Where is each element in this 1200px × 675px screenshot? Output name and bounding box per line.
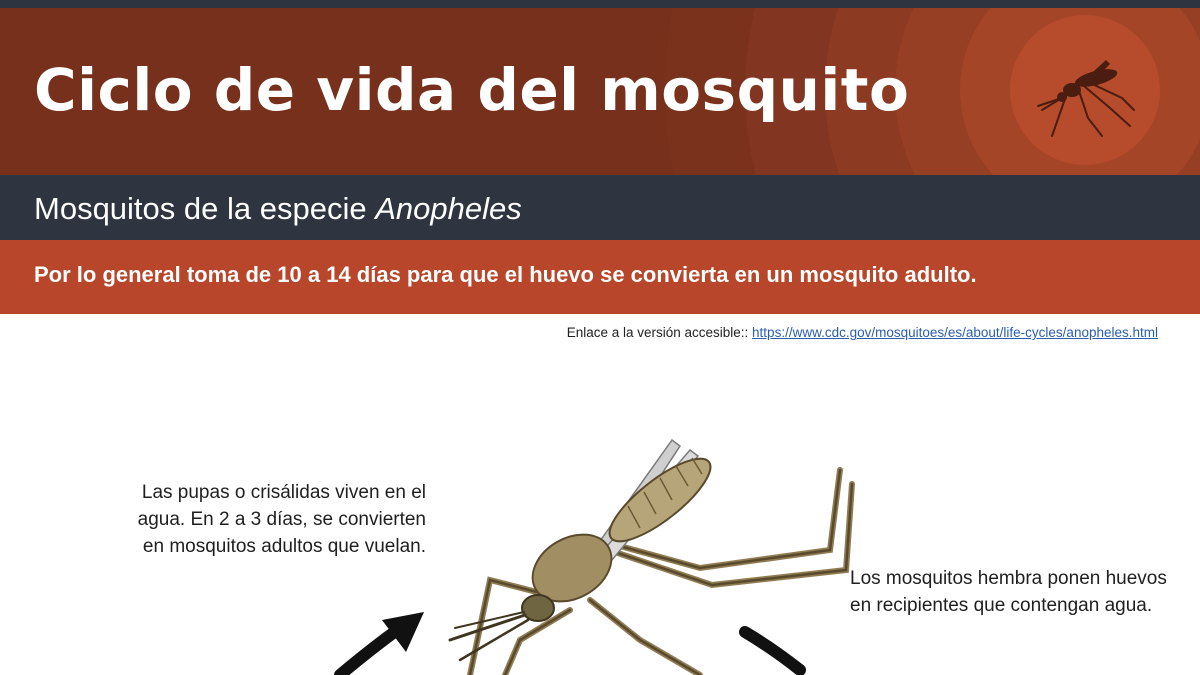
summary-band [0, 240, 1200, 314]
subtitle-prefix: Mosquitos de la especie [34, 191, 376, 226]
page-title: Ciclo de vida del mosquito [34, 56, 910, 124]
accessible-version-label: Enlace a la versión accesible:: [566, 325, 753, 340]
summary-text: Por lo general toma de 10 a 14 días para que el huevo se convierta en un mosquito adulto. [34, 262, 977, 287]
subtitle-band [0, 175, 1200, 240]
adult-mosquito-illustration [450, 440, 852, 675]
accessible-version-line [567, 325, 1158, 340]
cycle-arrow-icon [340, 612, 800, 675]
pupa-stage-caption: Las pupas o crisálidas viven en el agua. En 2 a 3 días, se convierten en mosquitos adultos que vuelan. [137, 482, 426, 557]
egg-stage-caption: Los mosquitos hembra ponen huevos en recipientes que contengan agua. [850, 568, 1167, 616]
species-subtitle [34, 191, 522, 227]
accessible-version-link[interactable]: https://www.cdc.gov/mosquitoes/es/about/life-cycles/anopheles.html [752, 325, 1158, 340]
top-strip [0, 0, 1200, 8]
header-banner [0, 8, 1200, 175]
species-name: Anopheles [375, 191, 522, 226]
mosquito-silhouette-icon [1030, 48, 1140, 143]
